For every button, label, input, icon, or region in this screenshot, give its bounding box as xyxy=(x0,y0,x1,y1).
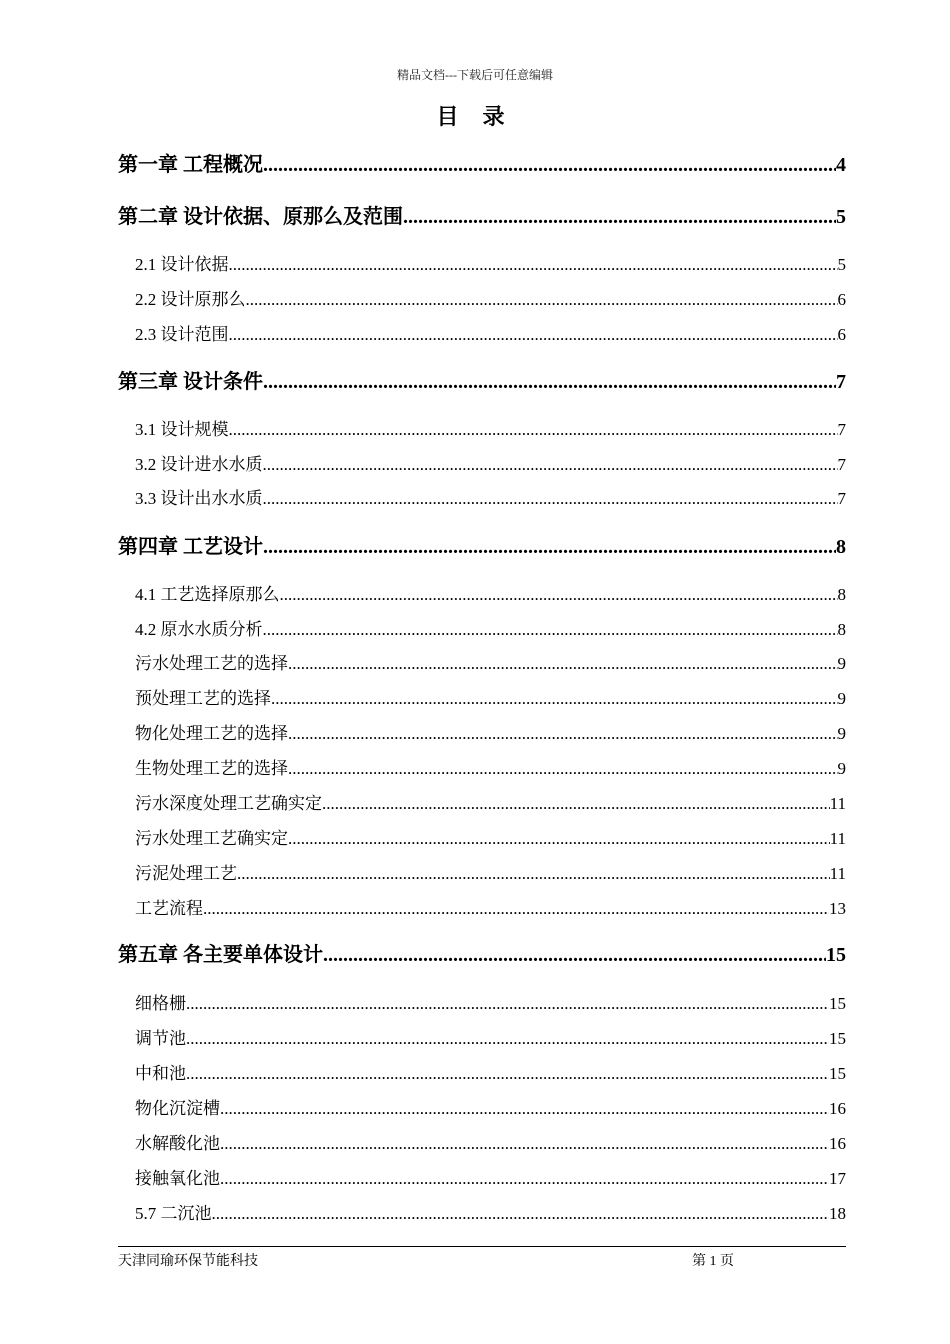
toc-entry-page: 15 xyxy=(829,994,846,1013)
toc-entry-section[interactable] xyxy=(118,320,846,345)
toc-leader-dots xyxy=(403,206,836,229)
toc-leader-dots xyxy=(280,585,838,605)
toc-leader-dots xyxy=(229,255,838,275)
toc-leader-dots xyxy=(237,864,830,884)
toc-entry-section[interactable] xyxy=(118,1129,846,1154)
toc-entry-page: 9 xyxy=(837,724,846,743)
toc-entry-label: 2.2 设计原那么 xyxy=(135,290,246,309)
toc-entry-label: 2.1 设计依据 xyxy=(135,255,229,274)
toc-entry-label: 污水深度处理工艺确实定 xyxy=(135,794,322,813)
toc-entry-page: 5 xyxy=(836,206,846,228)
toc-entry-page: 16 xyxy=(829,1134,846,1153)
toc-entry-page: 11 xyxy=(829,829,846,848)
toc-entry-section[interactable] xyxy=(118,1199,846,1224)
toc-entry-section[interactable] xyxy=(118,1059,846,1084)
toc-entry-label: 水解酸化池 xyxy=(135,1134,220,1153)
toc-entry-label: 污水处理工艺的选择 xyxy=(135,654,288,673)
toc-entry-section[interactable] xyxy=(118,824,846,849)
toc-entry-section[interactable] xyxy=(118,1164,846,1189)
page-header: 精品文档---下载后可任意编辑 xyxy=(397,68,553,82)
toc-leader-dots xyxy=(186,1064,829,1084)
toc-entry-section[interactable] xyxy=(118,484,846,509)
toc-entry-chapter-2[interactable] xyxy=(118,200,846,229)
toc-entry-page: 9 xyxy=(837,689,846,708)
toc-entry-page: 11 xyxy=(829,864,846,883)
toc-entry-label: 细格栅 xyxy=(135,994,186,1013)
toc-entry-section[interactable] xyxy=(118,1094,846,1119)
toc-entry-section[interactable] xyxy=(118,859,846,884)
toc-entry-section[interactable] xyxy=(118,719,846,744)
toc-entry-page: 16 xyxy=(829,1099,846,1118)
toc-entry-page: 7 xyxy=(837,489,846,508)
toc-entry-label: 3.3 设计出水水质 xyxy=(135,489,263,508)
toc-entry-label: 4.2 原水水质分析 xyxy=(135,620,263,639)
toc-leader-dots xyxy=(288,724,838,744)
toc-entry-label: 3.2 设计进水水质 xyxy=(135,455,263,474)
toc-entry-label: 第二章 设计依据、原那么及范围 xyxy=(118,206,403,228)
toc-entry-page: 4 xyxy=(836,154,846,176)
toc-leader-dots xyxy=(263,620,838,640)
toc-entry-label: 污水处理工艺确实定 xyxy=(135,829,288,848)
toc-leader-dots xyxy=(263,489,838,509)
toc-entry-label: 中和池 xyxy=(135,1064,186,1083)
toc-entry-page: 13 xyxy=(829,899,846,918)
toc-entry-page: 9 xyxy=(837,759,846,778)
toc-entry-label: 物化沉淀槽 xyxy=(135,1099,220,1118)
toc-entry-label: 第四章 工艺设计 xyxy=(118,536,263,558)
toc-leader-dots xyxy=(271,689,838,709)
toc-leader-dots xyxy=(323,944,826,967)
toc-entry-label: 2.3 设计范围 xyxy=(135,325,229,344)
toc-entry-label: 调节池 xyxy=(135,1029,186,1048)
toc-leader-dots xyxy=(322,794,830,814)
toc-entry-page: 7 xyxy=(837,420,846,439)
toc-entry-page: 7 xyxy=(836,371,846,393)
toc-entry-page: 17 xyxy=(829,1169,846,1188)
toc-leader-dots xyxy=(220,1099,829,1119)
toc-title: 目录 xyxy=(436,104,529,129)
toc-entry-label: 5.7 二沉池 xyxy=(135,1204,212,1223)
toc-leader-dots xyxy=(220,1169,829,1189)
toc-entry-section[interactable] xyxy=(118,684,846,709)
footer-divider xyxy=(118,1246,846,1247)
toc-entry-label: 污泥处理工艺 xyxy=(135,864,237,883)
toc-leader-dots xyxy=(220,1134,829,1154)
toc-entry-label: 预处理工艺的选择 xyxy=(135,689,271,708)
toc-entry-page: 15 xyxy=(826,944,846,966)
toc-leader-dots xyxy=(246,290,838,310)
toc-leader-dots xyxy=(229,325,838,345)
toc-entry-page: 15 xyxy=(829,1029,846,1048)
toc-entry-section[interactable] xyxy=(118,789,846,814)
toc-entry-chapter-5[interactable] xyxy=(118,938,846,967)
toc-entry-section[interactable] xyxy=(118,649,846,674)
toc-entry-label: 第一章 工程概况 xyxy=(118,154,263,176)
toc-entry-page: 11 xyxy=(829,794,846,813)
toc-entry-label: 接触氧化池 xyxy=(135,1169,220,1188)
toc-entry-chapter-1[interactable] xyxy=(118,148,846,177)
toc-entry-section[interactable] xyxy=(118,450,846,475)
toc-entry-label: 第五章 各主要单体设计 xyxy=(118,944,323,966)
toc-entry-section[interactable] xyxy=(118,615,846,640)
toc-entry-label: 物化处理工艺的选择 xyxy=(135,724,288,743)
toc-entry-section[interactable] xyxy=(118,894,846,919)
toc-entry-page: 8 xyxy=(837,620,846,639)
toc-entry-section[interactable] xyxy=(118,1024,846,1049)
toc-entry-page: 7 xyxy=(837,455,846,474)
toc-leader-dots xyxy=(203,899,829,919)
toc-entry-label: 3.1 设计规模 xyxy=(135,420,229,439)
toc-entry-page: 9 xyxy=(837,654,846,673)
toc-entry-page: 5 xyxy=(837,255,846,274)
toc-entry-section[interactable] xyxy=(118,580,846,605)
toc-leader-dots xyxy=(288,829,830,849)
toc-entry-label: 4.1 工艺选择原那么 xyxy=(135,585,280,604)
toc-entry-chapter-3[interactable] xyxy=(118,365,846,394)
toc-leader-dots xyxy=(263,536,836,559)
toc-leader-dots xyxy=(186,994,829,1014)
footer-company: 天津同瑜环保节能科技 xyxy=(118,1254,258,1269)
toc-leader-dots xyxy=(186,1029,829,1049)
toc-leader-dots xyxy=(212,1204,830,1224)
toc-entry-section[interactable] xyxy=(118,989,846,1014)
toc-leader-dots xyxy=(263,371,836,394)
toc-entry-label: 工艺流程 xyxy=(135,899,203,918)
toc-leader-dots xyxy=(263,455,838,475)
toc-entry-label: 第三章 设计条件 xyxy=(118,371,263,393)
toc-leader-dots xyxy=(288,654,838,674)
toc-entry-section[interactable] xyxy=(118,285,846,310)
toc-entry-page: 18 xyxy=(829,1204,846,1223)
toc-leader-dots xyxy=(229,420,838,440)
toc-leader-dots xyxy=(263,154,836,177)
footer-page-number: 第 1 页 xyxy=(692,1254,734,1269)
toc-leader-dots xyxy=(288,759,838,779)
toc-entry-chapter-4[interactable] xyxy=(118,530,846,559)
toc-entry-page: 6 xyxy=(837,325,846,344)
toc-entry-page: 8 xyxy=(837,585,846,604)
toc-entry-section[interactable] xyxy=(118,754,846,779)
toc-entry-section[interactable] xyxy=(118,250,846,275)
toc-entry-label: 生物处理工艺的选择 xyxy=(135,759,288,778)
toc-entry-page: 6 xyxy=(837,290,846,309)
toc-entry-page: 8 xyxy=(836,536,846,558)
toc-entry-section[interactable] xyxy=(118,415,846,440)
toc-entry-page: 15 xyxy=(829,1064,846,1083)
